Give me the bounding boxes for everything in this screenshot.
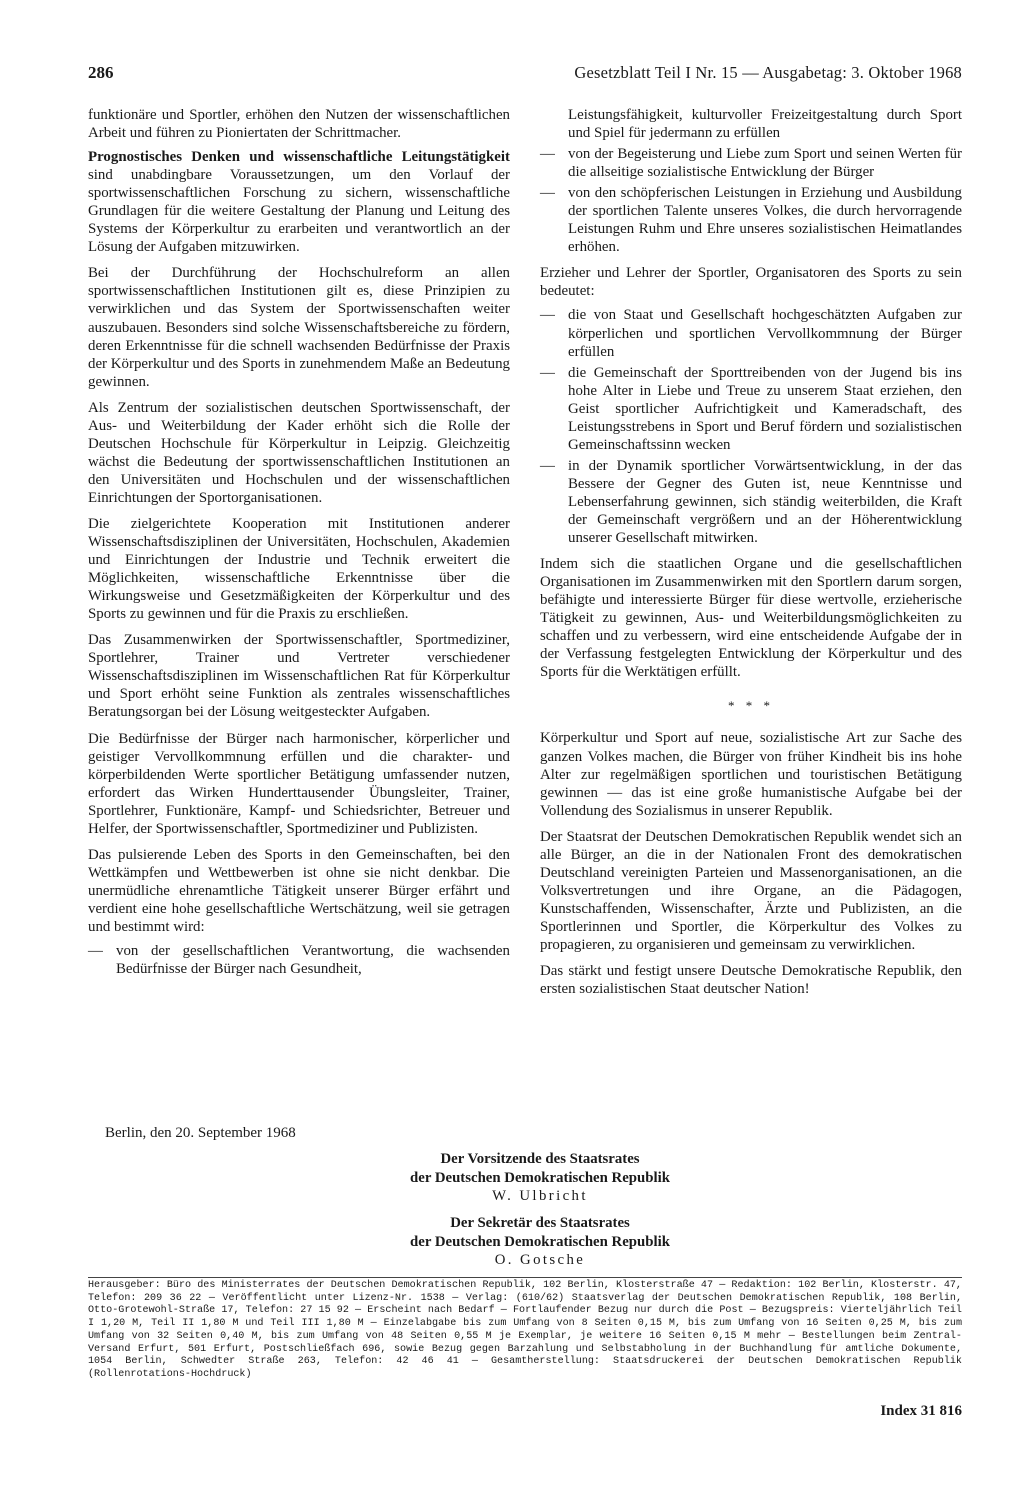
list-item-text: von der Begeisterung und Liebe zum Sport und seinen Werten für die allseitige sozialistische Entwicklung der Bürger bbox=[568, 146, 962, 181]
paragraph: Bei der Durchführung der Hochschulreform an allen sportwissenschaftlichen Institutionen gilt es, diese Prinzipien zu verwirklichen und das System der Sportwissenschaften weiter auszubauen. Besonders sind solche Wissenschaftsbereiche zu fördern, deren Erkenntnisse für die schnell wachsenden Bedürfnisse der Praxis der Körperkultur und des Sports in zunehmendem Maße an Bedeutung gewinnen. bbox=[88, 265, 510, 390]
bold-lead-in: Prognostisches Denken und wissenschaftliche Leitungstätigkeit bbox=[88, 149, 510, 166]
page-header bbox=[88, 62, 962, 84]
paragraph: Indem sich die staatlichen Organe und die gesellschaftlichen Organisationen im Zusammenwirken mit den Sportlern darum sorgen, befähigte und interessierte Bürger für diese wertvolle, erzieherische Tätigkeit zu gewinnen, Aus- und Weiterbildungsmöglichkeiten zu schaffen und zu verbessern, wird eine entscheidende Aufgabe der in der Verfassung festgelegten Entwicklung der Körperkultur und des Sports für die Werktätigen erfüllt. bbox=[540, 556, 962, 681]
list-item bbox=[540, 184, 962, 256]
right-column bbox=[540, 106, 962, 1006]
list-item-text: die von Staat und Gesellschaft hochgeschätzten Aufgaben zur körperlichen und sportlichen Vervollkommnung der Bürger erfüllen bbox=[568, 307, 962, 360]
signatory-name: O. Gotsche bbox=[494, 1252, 586, 1268]
paragraph: Der Staatsrat der Deutschen Demokratischen Republik wendet sich an alle Bürger, an die in der Nationalen Front des demokratischen Deutschland vereinigten Parteien und Massenorganisationen, an die Volksvertretungen und ihre Organe, an die Pädagogen, Kunstschaffenden, Wissenschafter, Ärzte und Publizisten, an die Sportlerinnen und Sportler, die Körperkultur des Volkes zu propagieren, zu organisieren und gemeinsam zu verwirklichen. bbox=[540, 828, 962, 953]
list-item-text: in der Dynamik sportlicher Vorwärtsentwicklung, in der das Bessere der Gegner des Guten ist, neue Kenntnisse und Lebenserfahrung gewinnen, sich ständig weiterbilden, die Kraft der Gemeinschaft vergrößern und an der Höherentwicklung unserer Gesellschaft mitwirken. bbox=[568, 457, 962, 547]
imprint-text: Herausgeber: Büro des Ministerrates der Deutschen Demokratischen Republik, 102 Berlin, Klosterstraße 47 — Redaktion: 102 Berlin, Klosterstr. 47, Telefon: 209 36 22 — Veröffentlicht unter Lizenz-Nr. 1538 — Verlag: (610/62) Staatsverlag der Deutschen Demokratischen Republik, 108 Berlin, Otto-Grotewohl-Straße 17, Telefon: 27 15 92 — Erscheint nach Bedarf — Fortlaufender Bezug nur durch die Post — Bezugspreis: Vierteljährlich Teil I 1,20 M, Teil II 1,80 M und Teil III 1,80 M — Einzelabgabe bis zum Umfang von 8 Seiten 0,15 M, bis zum Umfang von 16 Seiten 0,25 M, bis zum Umfang von 32 Seiten 0,40 M, bis zum Umfang von 48 Seiten 0,55 M je Exemplar, je weitere 16 Seiten 0,15 M mehr — Bestellungen beim Zentral-Versand Erfurt, 501 Erfurt, Postschließfach 696, sowie Bezug gegen Barzahlung und Selbstabholung in der Buchhandlung für amtliche Dokumente, 1054 Berlin, Schwedter Straße 263, Telefon: 42 46 41 — Gesamtherstellung: Staatsdruckerei der Deutschen Demokratischen Republik (Rollenrotations-Hochdruck) bbox=[88, 1280, 962, 1380]
list-item bbox=[540, 145, 962, 181]
list-item-text: die Gemeinschaft der Sporttreibenden von der Jugend bis ins hohe Alter in Liebe und Treue zu unserem Staat erziehen, den Geist sportlicher Aufrichtigkeit und Kameradschaft, des Leistungsstrebens in Sport und Beruf fördern und sozialistischen Gemeinschaftssinn wecken bbox=[568, 364, 962, 453]
signatory-role: Der Sekretär des Staatsrates bbox=[450, 1215, 630, 1231]
dash-list bbox=[88, 942, 510, 978]
page-number: 286 bbox=[88, 63, 114, 82]
list-item bbox=[540, 457, 962, 547]
paragraph: Die Bedürfnisse der Bürger nach harmonischer, körperlicher und geistiger Vervollkommnung erfüllen und die charakter- und körperbildenden Werte sportlicher Betätigung umfassender nutzen, erfordert das Wirken Hunderttausender Übungsleiter, Trainer, Sportlehrer, Funktionäre, Kampf- und Schiedsrichter, Betreuer und Helfer, der Sportwissenschaftler, Sportmediziner und Publizisten. bbox=[88, 730, 510, 837]
dash-list bbox=[540, 145, 962, 256]
dash-bullet: — bbox=[88, 943, 103, 960]
list-item bbox=[88, 942, 510, 978]
dash-bullet: — bbox=[540, 307, 555, 324]
list-item-continuation: Leistungsfähigkeit, kulturvoller Freizeitgestaltung durch Sport und Spiel für jedermann zu erfüllen bbox=[568, 107, 962, 142]
signing-date: Berlin, den 20. September 1968 bbox=[105, 1125, 296, 1141]
signatory-name: W. Ulbricht bbox=[492, 1188, 588, 1204]
dash-bullet: — bbox=[540, 185, 555, 202]
list-item bbox=[540, 364, 962, 454]
list-item-text: von den schöpferischen Leistungen in Erziehung und Ausbildung der sportlichen Talente unseres Volkes, die durch hervorragende Leistungen Ruhm und Ehre unseres sozialistischen Heimatlandes erhöhen. bbox=[568, 185, 962, 256]
paragraph: Erzieher und Lehrer der Sportler, Organisatoren des Sports zu sein bedeutet: bbox=[540, 265, 962, 300]
dash-bullet: — bbox=[540, 457, 555, 474]
dash-bullet: — bbox=[540, 146, 555, 163]
list-item bbox=[540, 306, 962, 360]
paragraph: Das pulsierende Leben des Sports in den Gemeinschaften, bei den Wettkämpfen und Wettbewerben ist ohne sie nicht denkbar. Die unermüdliche ehrenamtliche Tätigkeit unserer Bürger erfährt und verdient eine hohe gesellschaftliche Wertschätzung, weil sie getragen und bestimmt wird: bbox=[88, 846, 510, 935]
left-column bbox=[88, 106, 510, 986]
signatory-role: der Deutschen Demokratischen Republik bbox=[410, 1233, 670, 1250]
dash-bullet: — bbox=[540, 364, 555, 381]
paragraph: funktionäre und Sportler, erhöhen den Nutzen der wissenschaftlichen Arbeit und führen zu Pioniertaten der Schrittmacher. bbox=[88, 107, 510, 142]
list-item-text: von der gesellschaftlichen Verantwortung, die wachsenden Bedürfnisse der Bürger nach Gesundheit, bbox=[116, 943, 510, 978]
footer-divider bbox=[88, 1277, 962, 1278]
paragraph: Als Zentrum der sozialistischen deutschen Sportwissenschaft, der Aus- und Weiterbildung der Kader erhöht sich die Rolle der Deutschen Hochschule für Körperkultur in Leipzig. Gleichzeitig wächst die Bedeutung der sportwissenschaftlichen Institutionen an den Universitäten und Hochschulen und der wissenschaftlichen Einrichtungen der Sportorganisationen. bbox=[88, 399, 510, 506]
paragraph: Das stärkt und festigt unsere Deutsche Demokratische Republik, den ersten sozialistischen Staat deutscher Nation! bbox=[540, 963, 962, 998]
paragraph: Die zielgerichtete Kooperation mit Institutionen anderer Wissenschaftsdisziplinen der Universitäten, Hochschulen, Akademien und Einrichtungen der Industrie und Technik erweitert die Möglichkeiten, wissenschaftliche Erkenntnisse über die Wirkungsweise und Gesetzmäßigkeiten der Körperkultur und des Sports zu gewinnen und für die Praxis zu erschließen. bbox=[88, 515, 510, 623]
signatory-role: Der Vorsitzende des Staatsrates bbox=[440, 1151, 640, 1167]
index-number: Index 31 816 bbox=[880, 1403, 962, 1419]
signature-block-chairman bbox=[300, 1150, 780, 1206]
paragraph-prognostisches bbox=[88, 148, 510, 256]
paragraph-text: sind unabdingbare Voraussetzungen, um den Vorlauf der sportwissenschaftlichen Forschung zu sichern, wissenschaftliche Grundlagen für die weitere Gestaltung der Planung und Leitung des Systems der Körperkultur zu erarbeiten und verantwortlich an der Lösung der Aufgaben mitzuwirken. bbox=[88, 167, 510, 256]
paragraph: Das Zusammenwirken der Sportwissenschaftler, Sportmediziner, Sportlehrer, Trainer und Vertreter verschiedener Wissenschaftsdisziplinen im Wissenschaftlichen Rat für Körperkultur und Sport erhöht seine Funktion als zentrales wissenschaftliches Beratungsorgan bei der Lösung weitgesteckter Aufgaben. bbox=[88, 632, 510, 721]
signature-block-secretary bbox=[300, 1214, 780, 1270]
signatory-role: der Deutschen Demokratischen Republik bbox=[410, 1169, 670, 1186]
paragraph: Körperkultur und Sport auf neue, sozialistische Art zur Sache des ganzen Volkes machen, die Bürger von früher Kindheit bis ins hohe Alter zur regelmäßigen sportlichen und touristischen Betätigung gewinnen — das ist eine große humanistische Aufgabe bei der Vollendung des Sozialismus in unserer Republik. bbox=[540, 730, 962, 819]
header-title: Gesetzblatt Teil I Nr. 15 — Ausgabetag: 3. Oktober 1968 bbox=[574, 63, 962, 82]
section-separator: * * * bbox=[728, 698, 774, 714]
dash-list bbox=[540, 306, 962, 547]
